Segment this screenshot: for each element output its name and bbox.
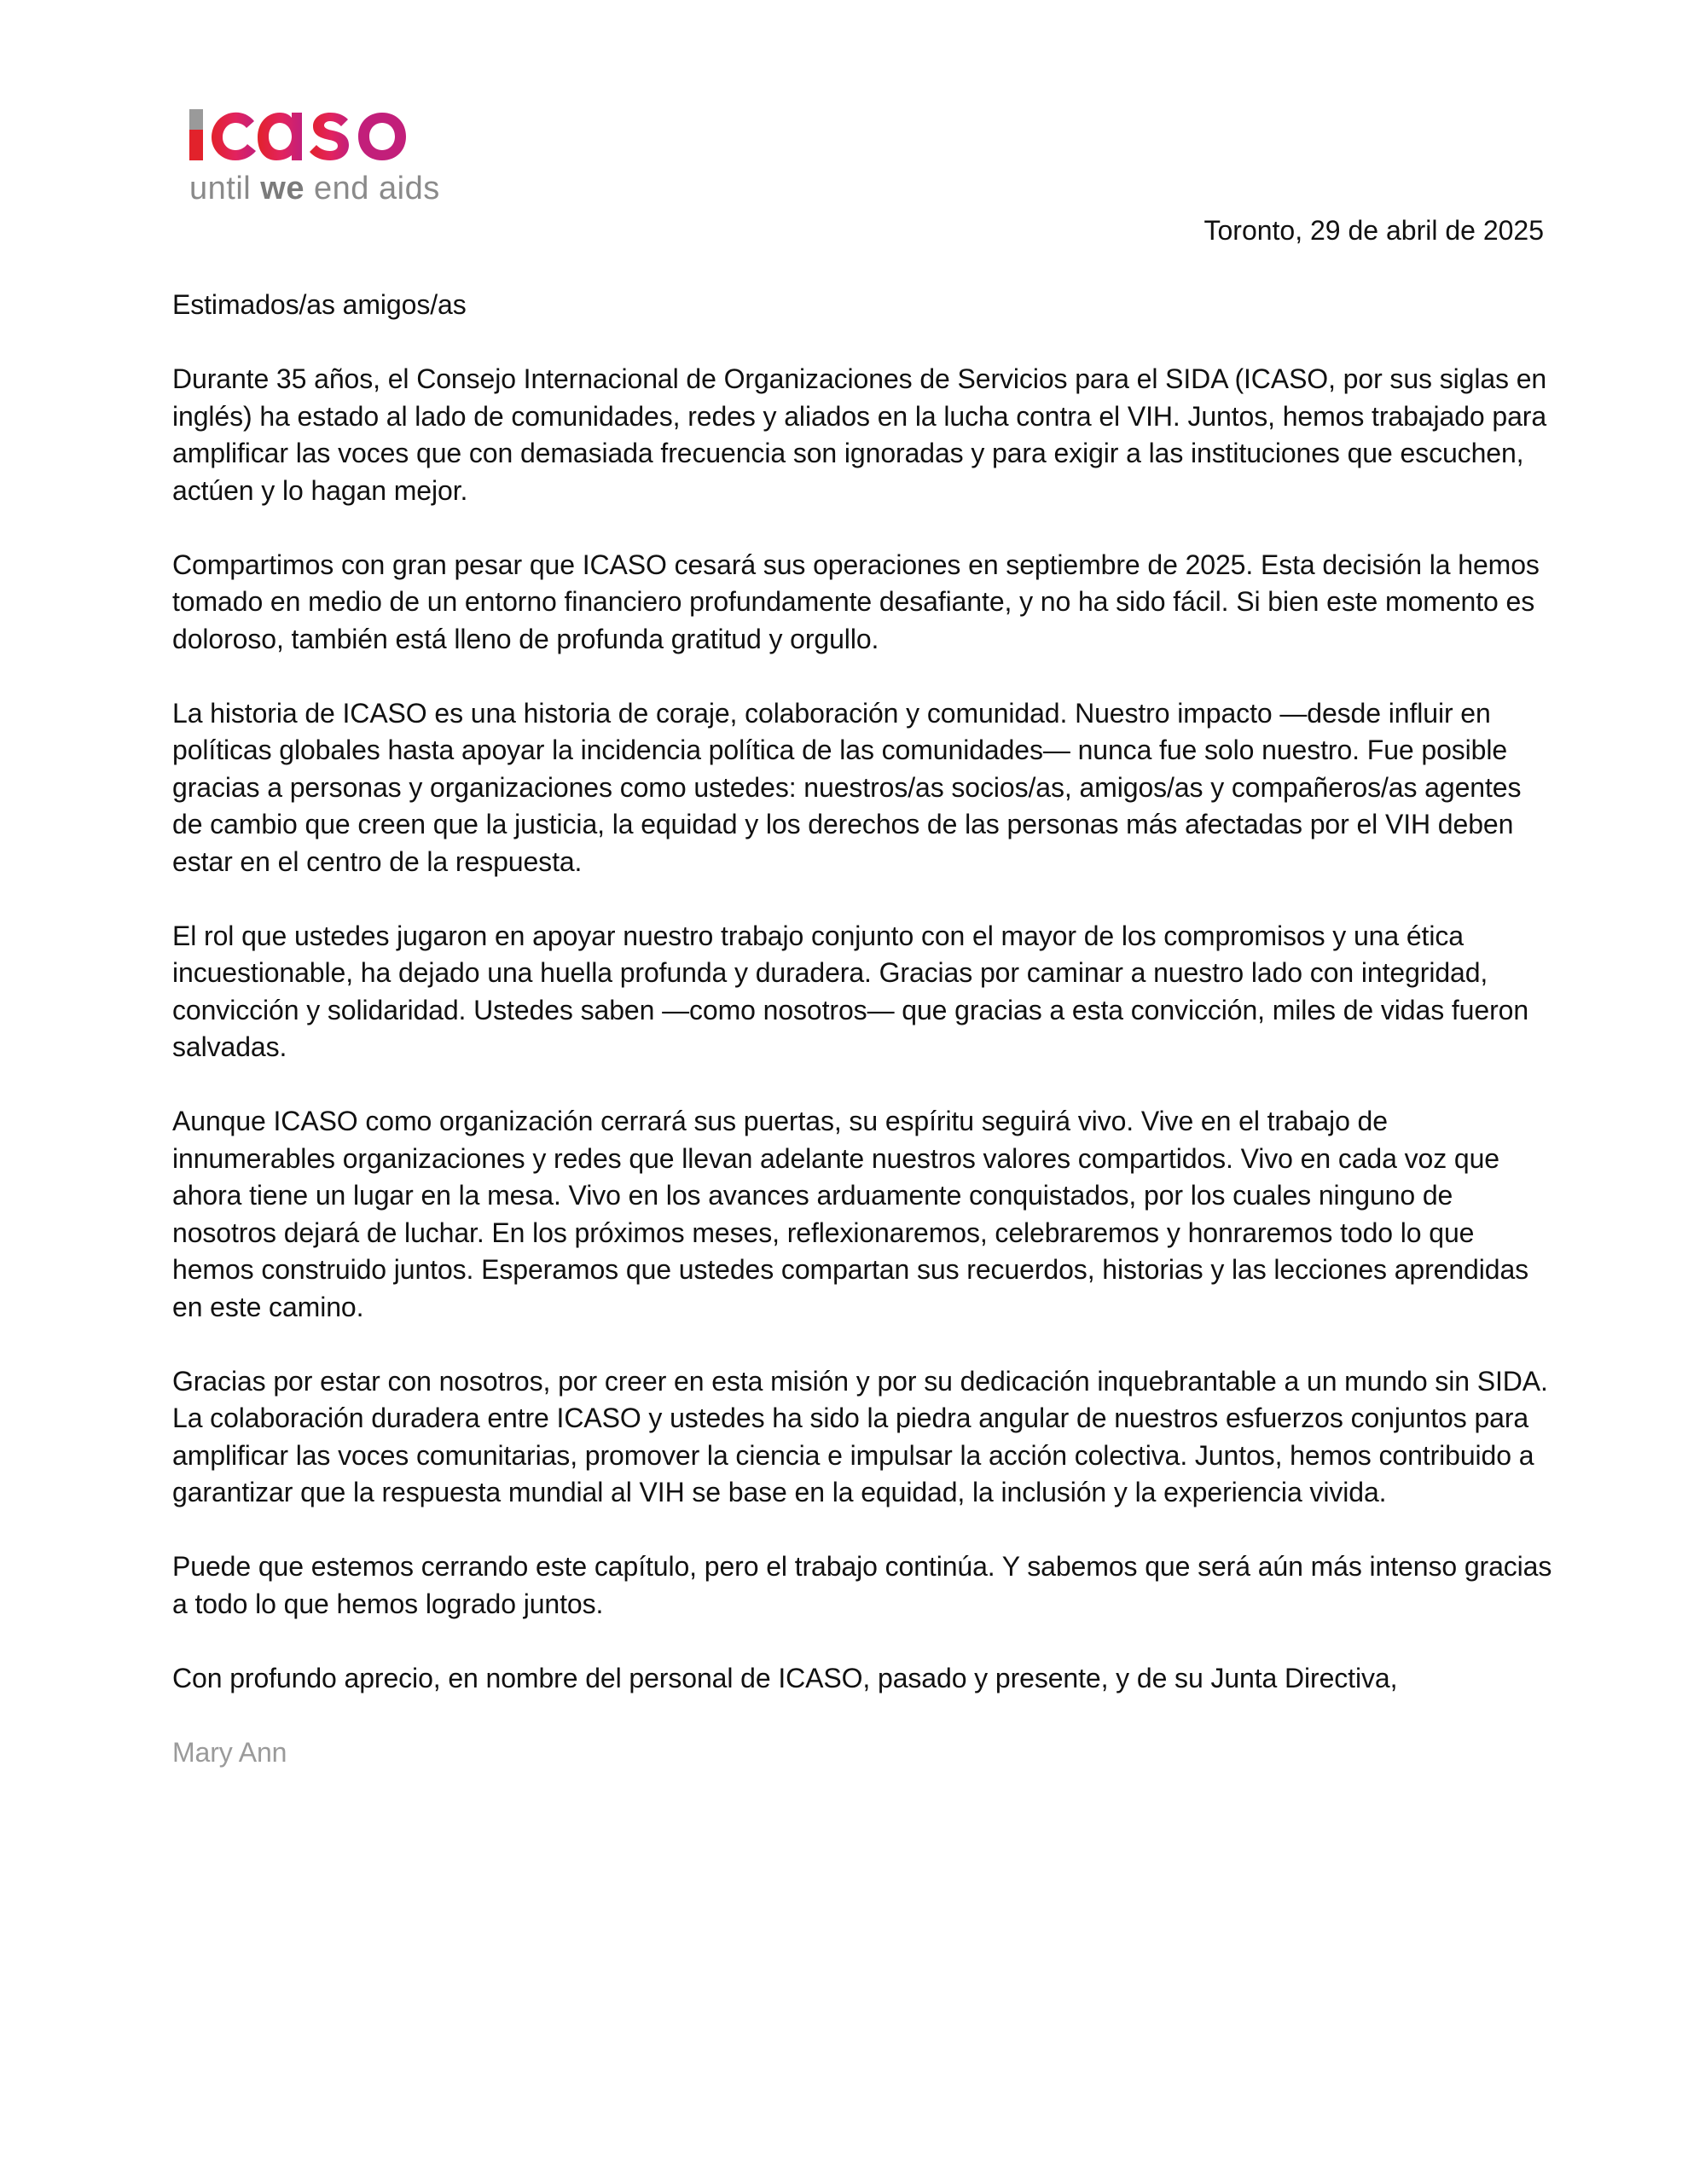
letter-paragraph: Gracias por estar con nosotros, por creer en esta misión y por su dedicación inquebrantable a un mundo sin SIDA. La colaboración duradera entre ICASO y ustedes ha sido la piedra angular de nuestros esfuerzos conjuntos para amplificar las voces comunitarias, promover la ciencia e impulsar la acción colectiva. Juntos, hemos contribuido a garantizar que la respuesta mundial al VIH se base en la equidad, la inclusión y la experiencia vivida.	[172, 1365, 1548, 1507]
letter-paragraph: Compartimos con gran pesar que ICASO cesará sus operaciones en septiembre de 2025. Esta decisión la hemos tomado en medio de un entorno financiero profundamente desafiante, y no ha sido fácil. Si bien este momento es doloroso, también está lleno de profunda gratitud y orgullo.	[172, 549, 1540, 654]
letter-paragraph: La historia de ICASO es una historia de coraje, colaboración y comunidad. Nuestro impacto —desde influir en políticas globales hasta apoyar la incidencia política de las comunidades— nunca fue solo nuestro. Fue posible gracias a personas y organizaciones como ustedes: nuestros/as socios/as, amigos/as y compañeros/as agentes de cambio que creen que la justicia, la equidad y los derechos de las personas más afectadas por el VIH deben estar en el centro de la respuesta.	[172, 697, 1522, 877]
tagline-part-2: end aids	[304, 171, 440, 206]
letter-paragraph: Puede que estemos cerrando este capítulo, pero el trabajo continúa. Y sabemos que será aún más intenso gracias a todo lo que hemos logrado juntos.	[172, 1551, 1552, 1619]
letter-paragraph: El rol que ustedes jugaron en apoyar nuestro trabajo conjunto con el mayor de los compromisos y una ética incuestionable, ha dejado una huella profunda y duradera. Gracias por caminar a nuestro lado con integridad, convicción y solidaridad. Ustedes saben —como nosotros— que gracias a esta convicción, miles de vidas fueron salvadas.	[172, 920, 1529, 1062]
tagline-emphasis: we	[260, 171, 304, 206]
logo-tagline	[189, 172, 440, 205]
letter-closing: Con profundo aprecio, en nombre del personal de ICASO, pasado y presente, y de su Junta Directiva,	[172, 1662, 1398, 1693]
tagline-part-1: until	[189, 171, 261, 206]
letter-signature: Mary Ann	[172, 1736, 287, 1768]
letter-greeting: Estimados/as amigos/as	[172, 289, 467, 320]
letter-paragraph: Durante 35 años, el Consejo Internacional de Organizaciones de Servicios para el SIDA (ICASO, por sus siglas en inglés) ha estado al lado de comunidades, redes y aliados en la lucha contra el VIH. Juntos, hemos trabajado para amplificar las voces que con demasiada frecuencia son ignoradas y para exigir a las instituciones que escuchen, actúen y lo hagan mejor.	[172, 363, 1547, 506]
icaso-wordmark-graphic	[188, 101, 478, 169]
letter-date: Toronto, 29 de abril de 2025	[1204, 215, 1544, 246]
letter-paragraph: Aunque ICASO como organización cerrará sus puertas, su espíritu seguirá vivo. Vive en el trabajo de innumerables organizaciones y redes que llevan adelante nuestros valores compartidos. Vivo en cada voz que ahora tiene un lugar en la mesa. Vivo en los avances arduamente conquistados, por los cuales ninguno de nosotros dejará de luchar. En los próximos meses, reflexionaremos, celebraremos y honraremos todo lo que hemos construido juntos. Esperamos que ustedes compartan sus recuerdos, historias y las lecciones aprendidas en este camino.	[172, 1106, 1529, 1322]
letter-body	[172, 287, 1554, 1809]
